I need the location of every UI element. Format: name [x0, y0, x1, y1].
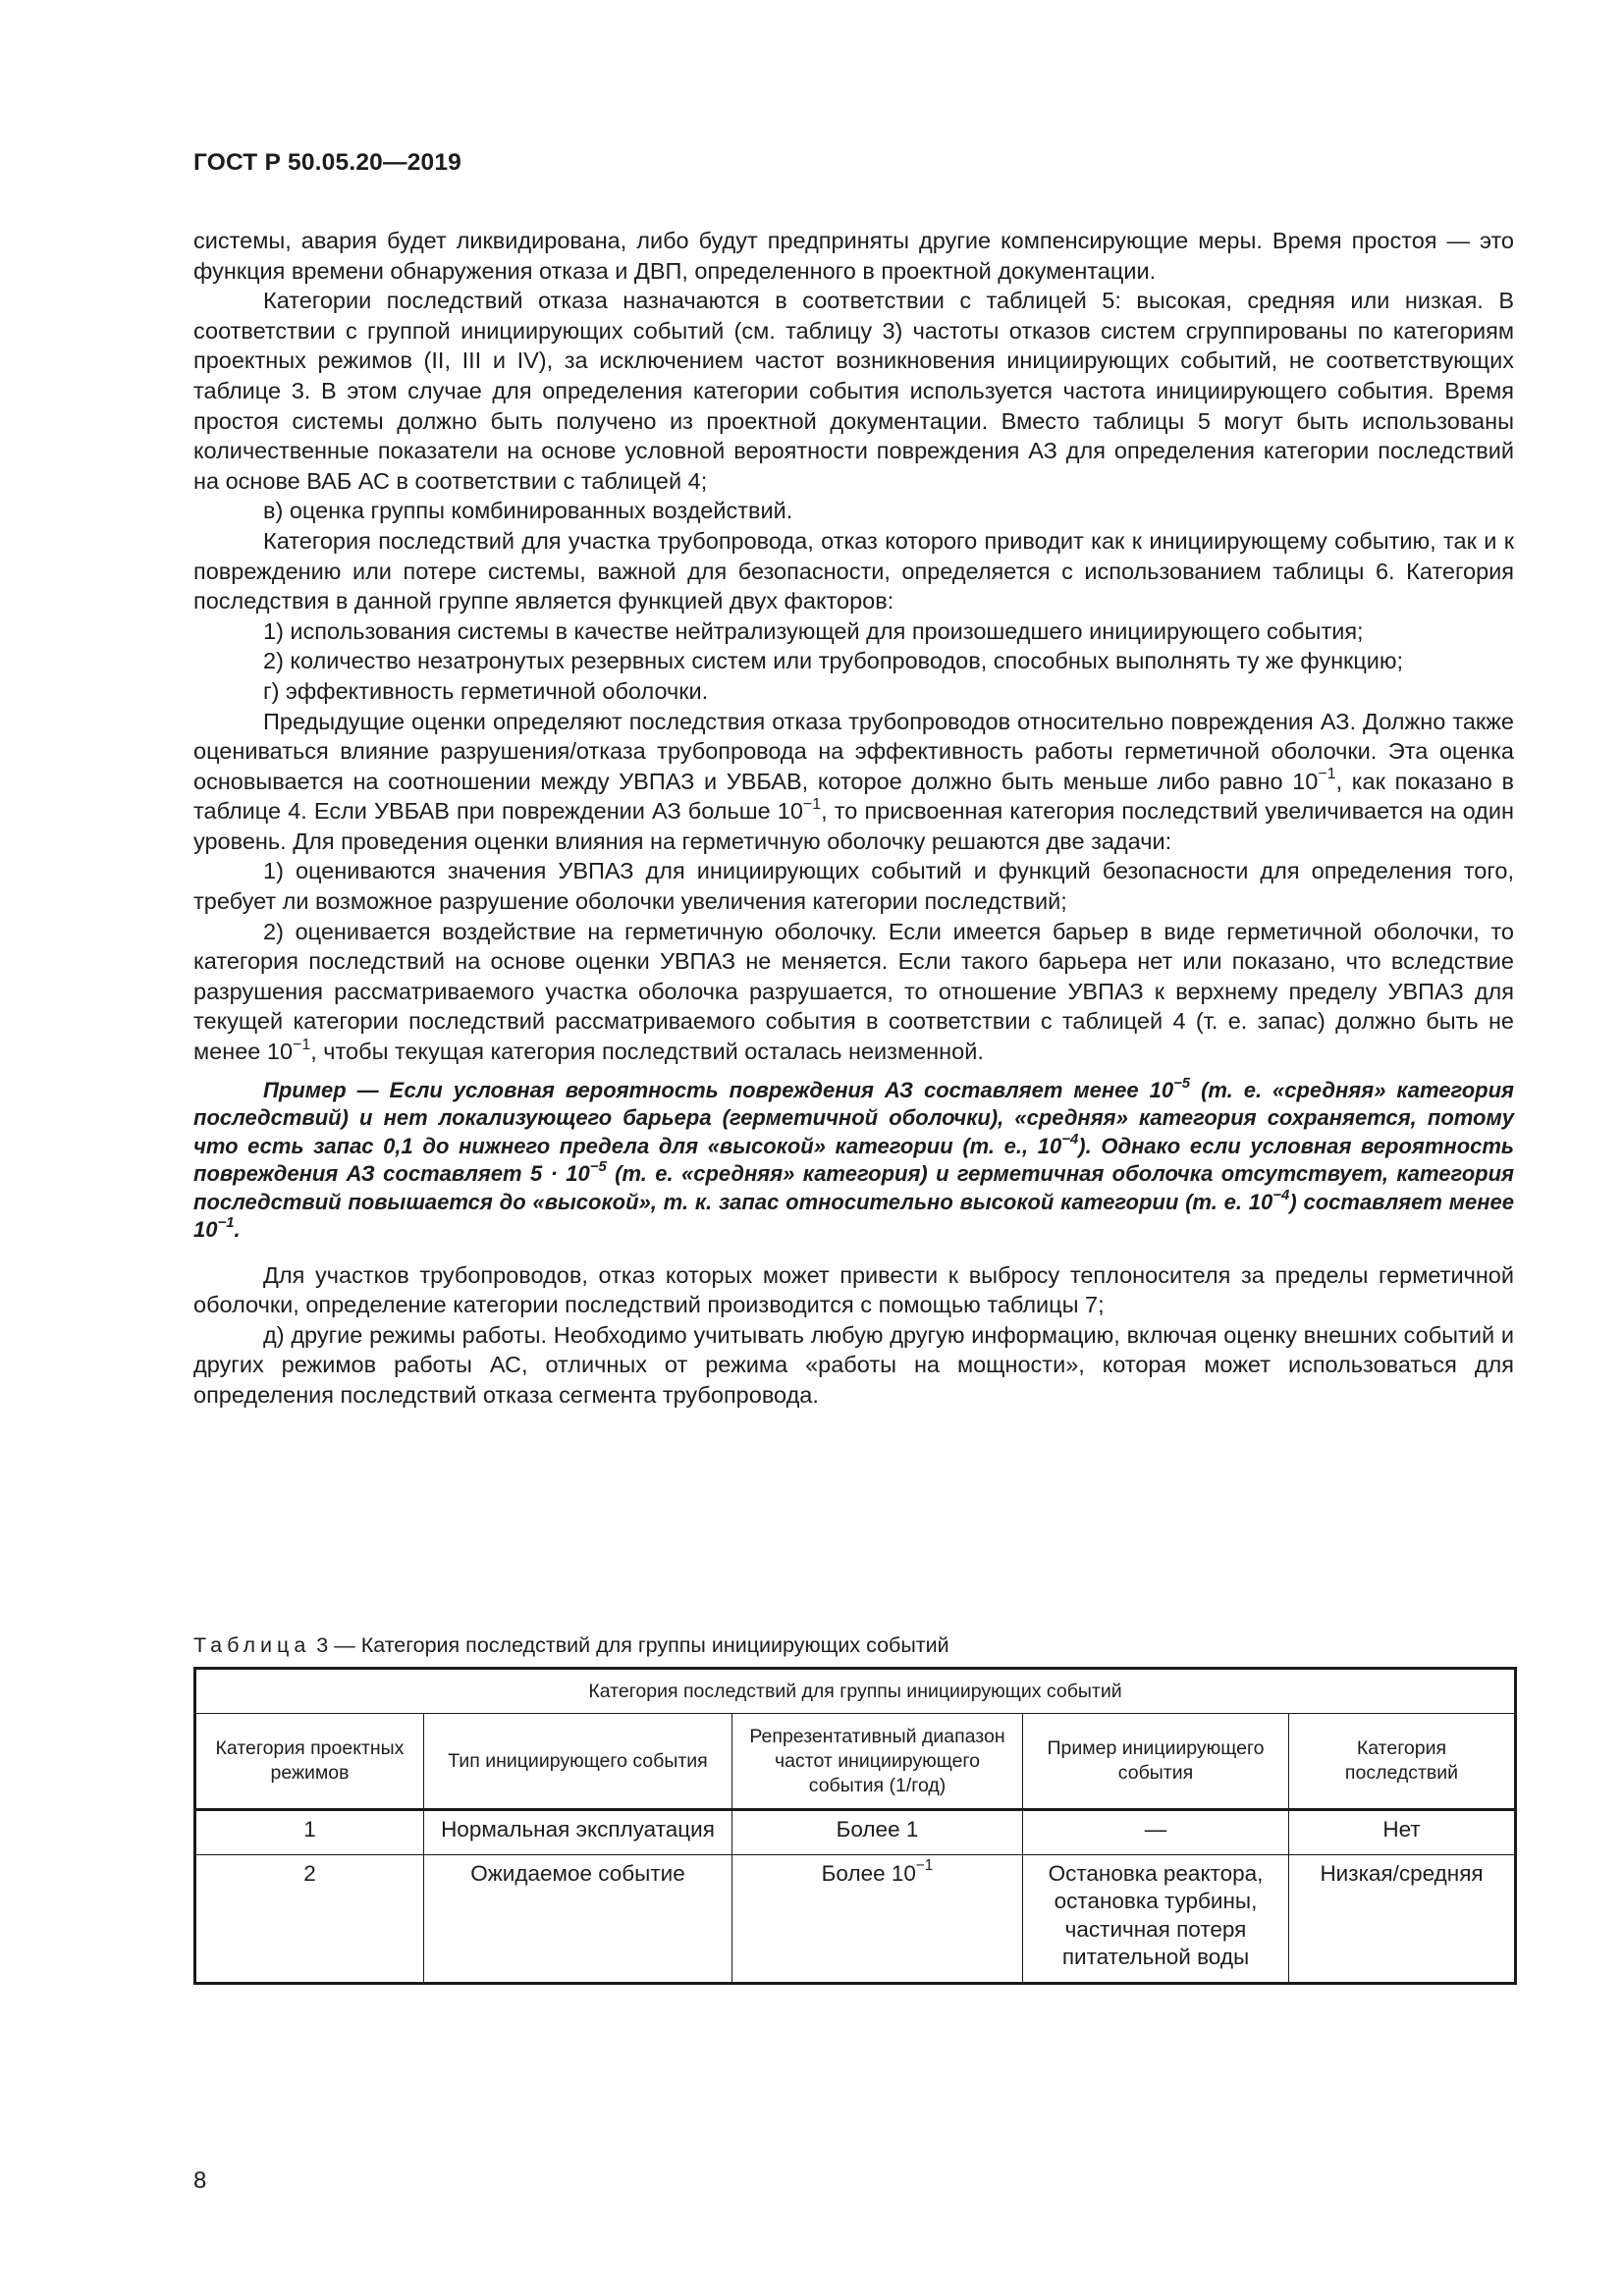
column-header: Категория последствий [1289, 1714, 1516, 1810]
exponent: −1 [217, 1214, 235, 1232]
column-header: Пример инициирующего события [1023, 1714, 1289, 1810]
example-note [193, 1074, 1515, 1245]
exponent: −4 [1061, 1130, 1079, 1148]
table-cell: Низкая/средняя [1289, 1854, 1516, 1983]
table-caption [193, 1633, 949, 1658]
text-run: , как показано в таблице 4. Если УВБАВ при повреждении АЗ больше 10 [193, 768, 1514, 825]
text-run: . [234, 1217, 241, 1243]
column-header: Категория проектных режимов [195, 1714, 424, 1810]
exponent: −5 [589, 1158, 607, 1176]
table-cell: Ожидаемое событие [424, 1854, 732, 1983]
table-caption-text: 3 — Категория последствий для группы инициирующих событий [310, 1633, 949, 1657]
list-item: г) эффективность герметичной оболочки. [263, 677, 709, 704]
text-run: ). Однако если условная вероятность повреждения АЗ составляет 5 · 10 [193, 1133, 1514, 1187]
text-run: Более 10 [821, 1860, 916, 1886]
list-item: 2) количество незатронутых резервных систем или трубопроводов, способных выполнять ту же функцию; [263, 648, 1404, 674]
page-header-doc-code: ГОСТ Р 50.05.20—2019 [193, 149, 461, 176]
paragraph: Для участков трубопроводов, отказ которых может привести к выбросу теплоносителя за пределы герметичной оболочки, определение категории последствий производится с помощью таблицы 7; [193, 1261, 1514, 1318]
text-run: , чтобы текущая категория последствий осталась неизменной. [310, 1039, 984, 1065]
text-run: Пример — Если условная вероятность повреждения АЗ составляет менее 10 [263, 1077, 1174, 1102]
body-text [193, 226, 1514, 1411]
exponent: −1 [1318, 766, 1336, 783]
table-cell: Нормальная эксплуатация [424, 1810, 732, 1855]
table-row [195, 1854, 1516, 1983]
exponent: −1 [915, 1857, 934, 1875]
paragraph: Категории последствий отказа назначаются в соответствии с таблицей 5: высокая, средняя или низкая. В соответствии с группой инициирующих событий (см. таблицу 3) частоты отказов систем сгруппированы по категориям проектных режимов (II, III и IV), за исключением частот возникновения инициирующих событий, не соответствующих таблице 3. В этом случае для определения категории события используется частота инициирующего события. Время простоя системы должно быть получено из проектной документации. Вместо таблицы 5 могут быть использованы количественные показатели на основе условной вероятности повреждения АЗ для определения категории последствий на основе ВАБ АС в соответствии с таблицей 4; [193, 288, 1514, 494]
exponent: −4 [1272, 1186, 1290, 1203]
list-item: 1) оцениваются значения УВПАЗ для инициирующих событий и функций безопасности для определения того, требует ли возможное разрушение оболочки увеличения категории последствий; [193, 858, 1514, 915]
table-row [195, 1810, 1516, 1855]
column-header: Тип инициирующего события [424, 1714, 732, 1810]
list-item: д) другие режимы работы. Необходимо учитывать любую другую информацию, включая оценку внешних событий и других режимов работы АС, отличных от режима «работы на мощности», которая может использоваться для определения последствий отказа сегмента трубопровода. [193, 1321, 1514, 1408]
text-run: (т. е. «средняя» категория) и герметичная оболочка отсутствует, категория последствий повышается до «высокой», т. к. запас относительно высокой категории (т. е. 10 [193, 1161, 1514, 1214]
page-number: 8 [193, 2167, 207, 2194]
text-run: (т. е. «средняя» категория последствий) и нет локализующего барьера (герметичной оболочки), «средняя» категория сохраняется, потому что есть запас 0,1 до нижнего предела для «высокой» категории (т. е., 10 [193, 1077, 1515, 1158]
text-run: 2) оценивается воздействие на герметичную оболочку. Если имеется барьер в виде герметичной оболочки, то категория последствий на основе оценки УВПАЗ не меняется. Если такого барьера нет или показано, что вследствие разрушения рассматриваемого участка оболочка разрушается, то отношение УВПАЗ к верхнему пределу УВПАЗ для текущей категории последствий рассматриваемого события в соответствии с таблицей 4 (т. е. запас) должно быть не менее 10 [193, 918, 1514, 1065]
table-caption-word: Таблица [193, 1633, 311, 1657]
text-run: Предыдущие оценки определяют последствия отказа трубопроводов относительно повреждения АЗ. Должно также оцениваться влияние разрушения/отказа трубопровода на эффективность работы герметичной оболочки. Эта оценка основывается на соотношении между УВПАЗ и УВБАВ, которое должно быть меньше либо равно 10 [193, 708, 1514, 794]
paragraph: системы, авария будет ликвидирована, либо будут предприняты другие компенсирующие меры. Время простоя — это функция времени обнаружения отказа и ДВП, определенного в проектной документации. [193, 228, 1514, 284]
list-item [193, 917, 1514, 1067]
table-title: Категория последствий для группы инициирующих событий [195, 1669, 1516, 1714]
column-header: Репрезентативный диапазон частот инициирующего события (1/год) [732, 1714, 1023, 1810]
table-cell: 1 [195, 1810, 424, 1855]
exponent: −1 [802, 795, 822, 813]
consequence-category-table [193, 1667, 1517, 1985]
table-cell: Нет [1289, 1810, 1516, 1855]
table-cell: 2 [195, 1854, 424, 1983]
table-cell: Остановка реактора, остановка турбины, частичная потеря питательной воды [1023, 1854, 1289, 1983]
table-cell: Более 1 [732, 1810, 1023, 1855]
table-cell [732, 1854, 1023, 1983]
paragraph: Категория последствий для участка трубопровода, отказ которого приводит как к инициирующему событию, так и к повреждению или потере системы, важной для безопасности, определяется с использованием таблицы 6. Категория последствия в данной группе является функцией двух факторов: [193, 527, 1514, 614]
paragraph [193, 707, 1514, 857]
list-item: в) оценка группы комбинированных воздействий. [263, 498, 793, 524]
text-run: , то присвоенная категория последствий увеличивается на один уровень. Для проведения оценки влияния на герметичную оболочку решаются две задачи: [193, 798, 1514, 854]
text-run: ) составляет менее 10 [193, 1189, 1514, 1243]
table-cell: — [1023, 1810, 1289, 1855]
exponent: −1 [293, 1036, 311, 1053]
list-item: 1) использования системы в качестве нейтрализующей для произошедшего инициирующего события; [263, 617, 1364, 644]
exponent: −5 [1173, 1074, 1191, 1092]
